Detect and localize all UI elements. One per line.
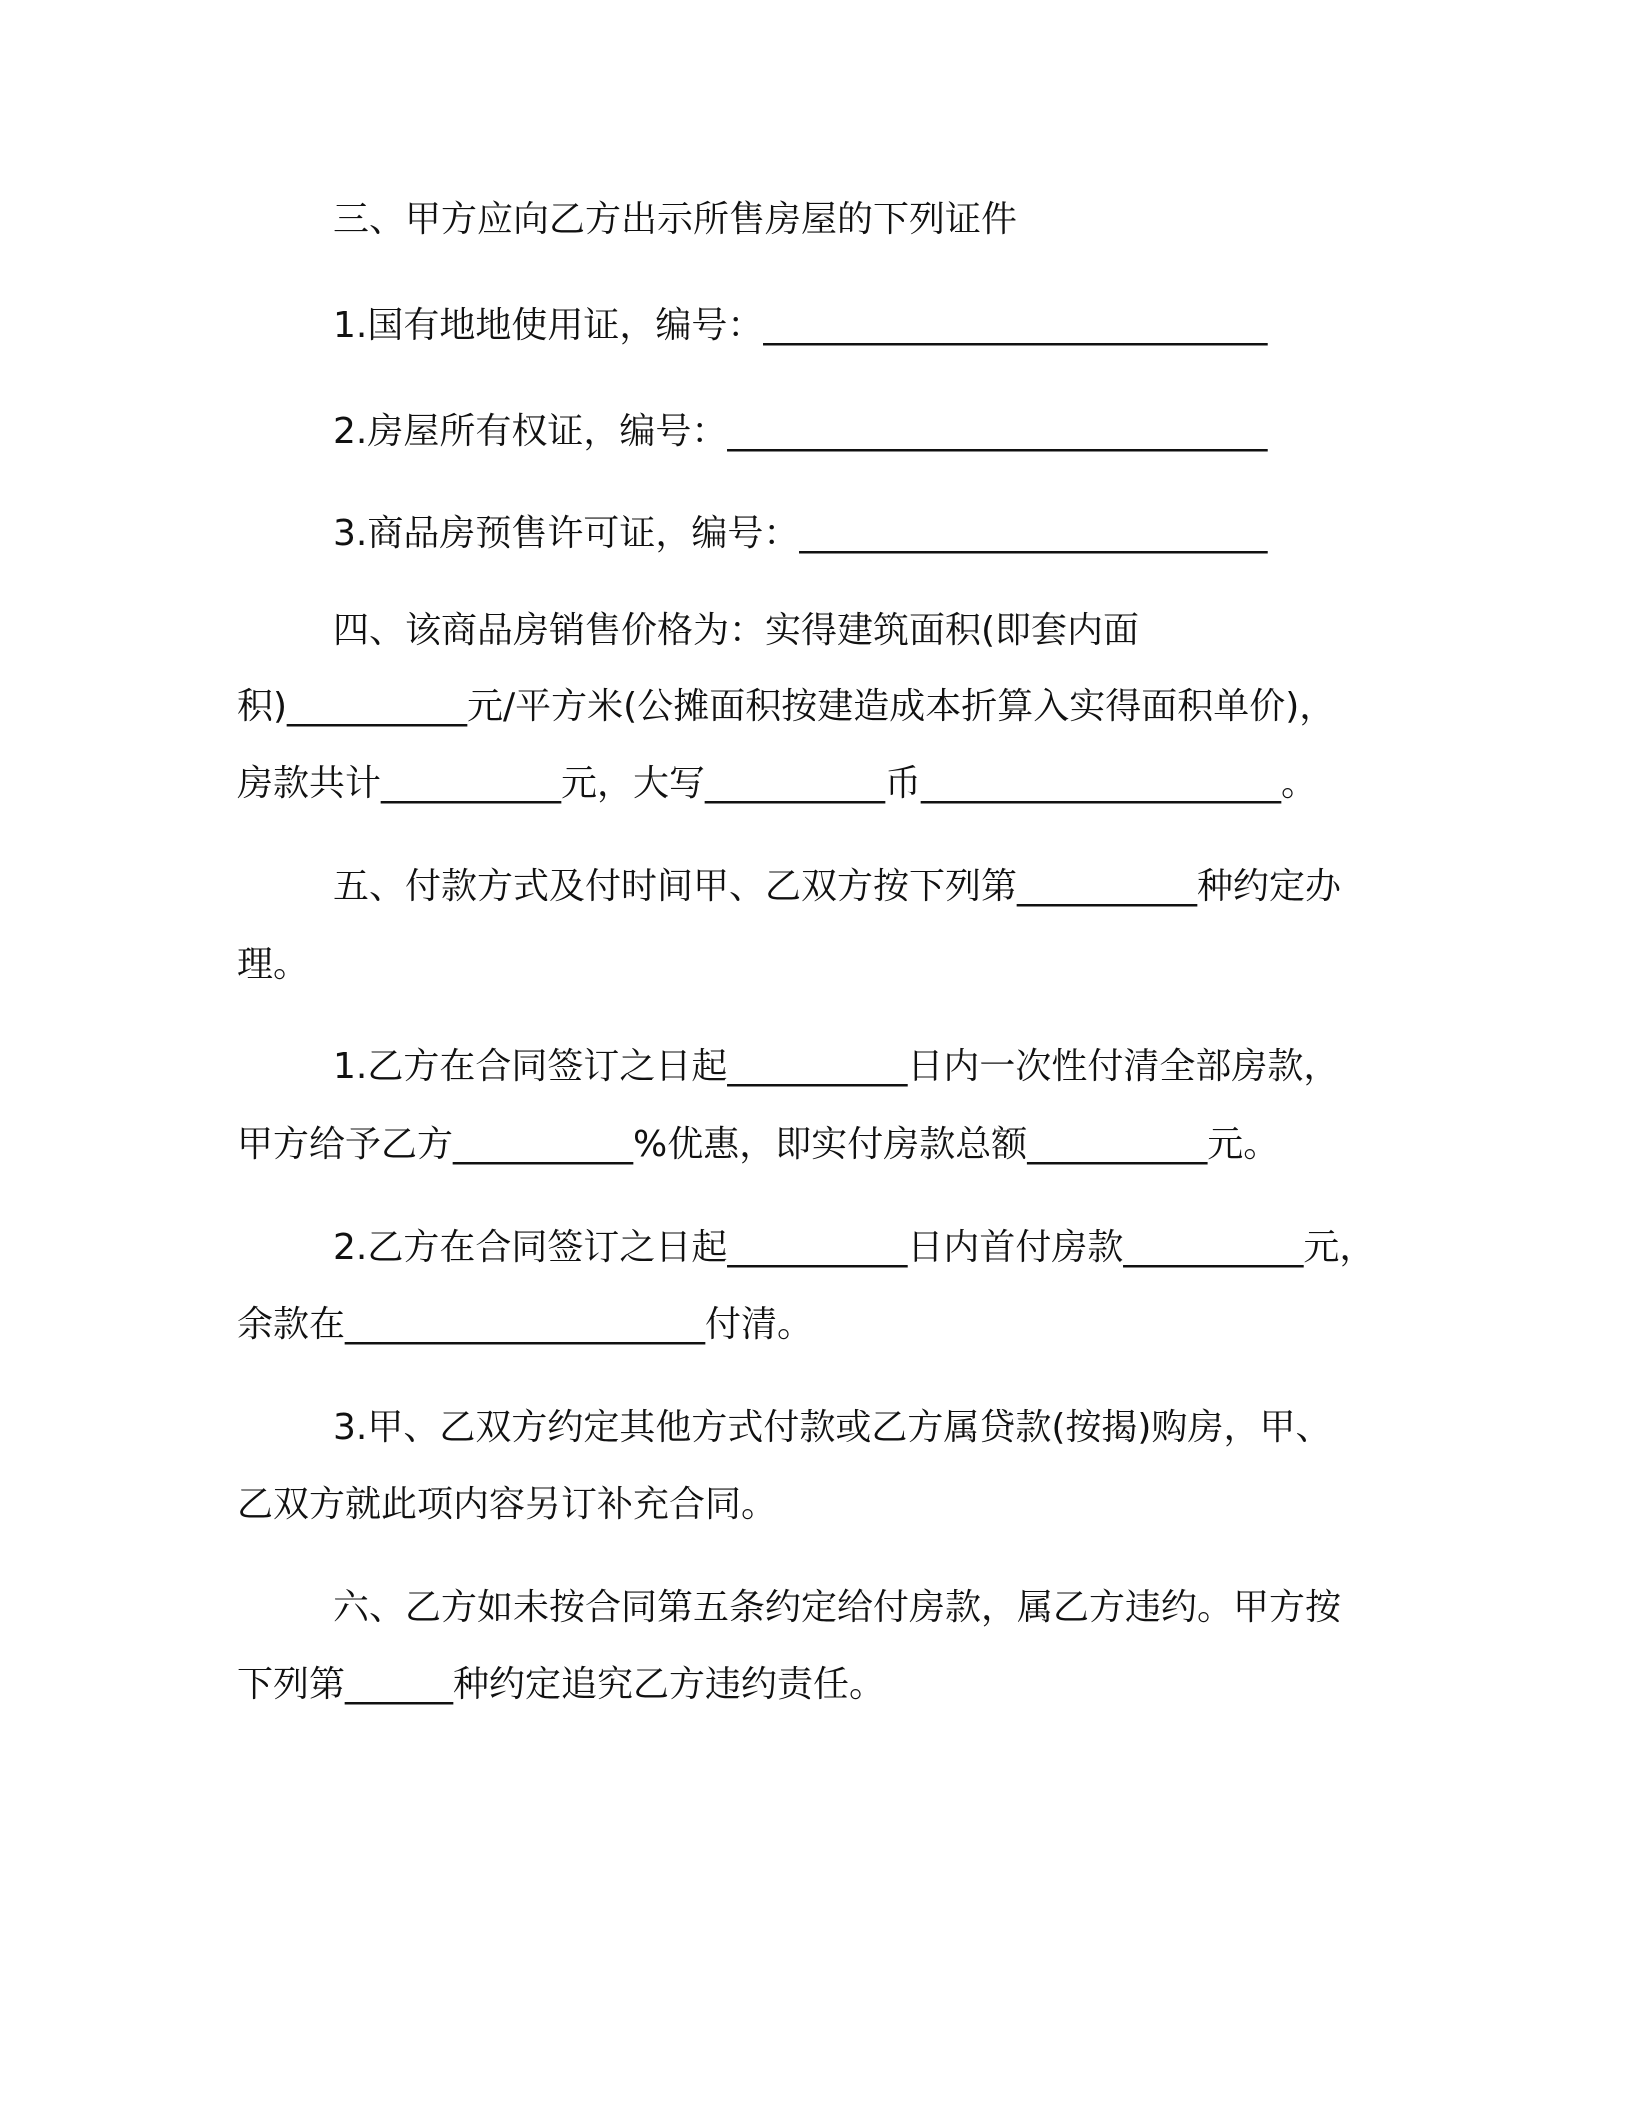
section-5-item-1-line-2: 甲方给予乙方__________%优惠，即实付房款总额__________元。 — [237, 1124, 1280, 1165]
section-6-line-2: 下列第______种约定追究乙方违约责任。 — [237, 1664, 886, 1705]
section-5-item-3-line-2: 乙双方就此项内容另订补充合同。 — [237, 1484, 778, 1525]
section-5-item-1-line-1: 1.乙方在合同签订之日起__________日内一次性付清全部房款， — [333, 1046, 1340, 1087]
section-3-item-2: 2.房屋所有权证，编号：______________________________ — [333, 411, 1268, 452]
section-4-line-1: 四、该商品房销售价格为：实得建筑面积(即套内面 — [333, 610, 1140, 651]
section-5-item-2-line-2: 余款在____________________付清。 — [237, 1304, 814, 1345]
section-5-line-2: 理。 — [237, 944, 310, 985]
section-3-item-3: 3.商品房预售许可证，编号：__________________________ — [333, 513, 1268, 554]
section-4-line-3: 房款共计__________元，大写__________币____________________。 — [237, 763, 1318, 804]
section-5-item-3-line-1: 3.甲、乙双方约定其他方式付款或乙方属贷款(按揭)购房，甲、 — [333, 1407, 1332, 1448]
section-4-line-2: 积)__________元/平方米(公摊面积按建造成本折算入实得面积单价)， — [237, 686, 1336, 727]
section-5-item-2-line-1: 2.乙方在合同签订之日起__________日内首付房款__________元， — [333, 1227, 1376, 1268]
section-6-line-1: 六、乙方如未按合同第五条约定给付房款，属乙方违约。甲方按 — [333, 1587, 1342, 1628]
section-5-line-1: 五、付款方式及付时间甲、乙双方按下列第__________种约定办 — [333, 866, 1342, 907]
section-3-heading: 三、甲方应向乙方出示所售房屋的下列证件 — [333, 199, 1018, 240]
section-3-item-1: 1.国有地地使用证，编号：____________________________ — [333, 305, 1268, 346]
